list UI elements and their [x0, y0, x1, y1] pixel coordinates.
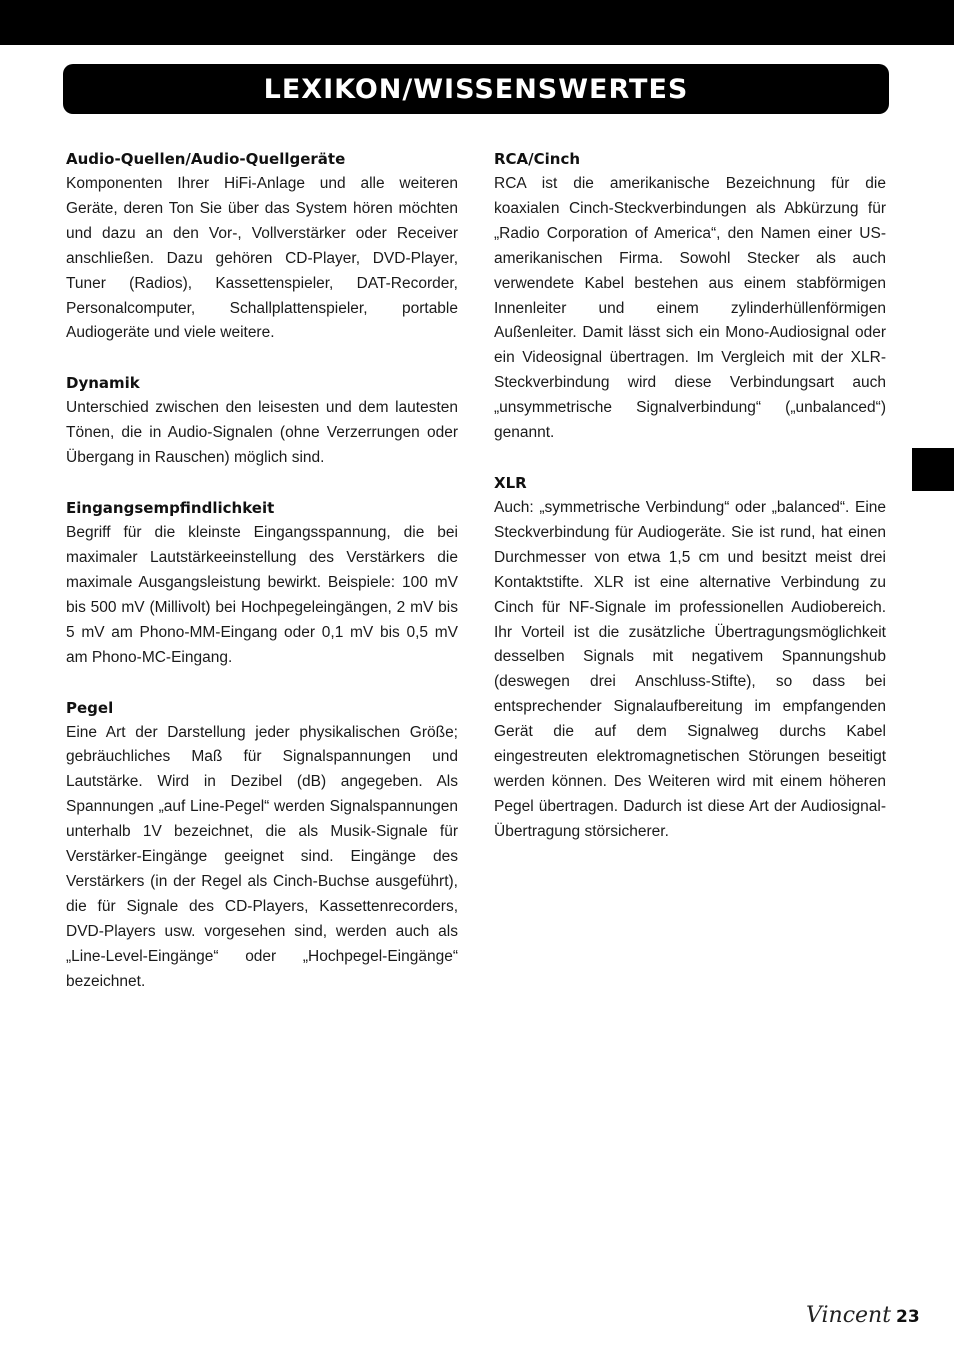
entry-heading: XLR — [494, 473, 527, 492]
entry-heading: Pegel — [66, 698, 114, 717]
entry-body: Begriff für die kleinste Eingangsspannung, die bei maximaler Lautstärkeeinstellung des Verstärkers die maximale Ausgangsleistung bewirkt. Beispiele: 100 mV bis 500 mV (Millivolt) bei Hochpegeleingängen, 2 mV bis 5 mV am Phono-MM-Eingang oder 0,1 mV bis 0,5 mV am Phono-MC-Eingang. — [66, 524, 458, 666]
entry-heading: Audio-Quellen/Audio-Quellgeräte — [66, 150, 346, 168]
glossary-entry-rca-cinch — [494, 147, 886, 446]
glossary-entry-xlr — [494, 471, 886, 845]
page-number: 23 — [896, 1307, 920, 1327]
title-banner — [63, 64, 889, 114]
right-column — [494, 147, 886, 870]
entry-heading: RCA/Cinch — [494, 150, 581, 168]
entry-body: RCA ist die amerikanische Bezeichnung für die koaxialen Cinch-Steckverbindungen als Abkürzung für „Radio Corporation of America“, den Namen einer US-amerikanischen Firma. Sowohl Stecker als auch verwendete Kabel bestehen aus einem stabförmigen Innenleiter und einem zylinderhüllenförmigen Außenleiter. Damit lässt sich ein Mono-Audiosignal oder ein Videosignal übertragen. Im Vergleich mit der XLR-Steckverbindung wird diese Verbindungsart auch „unsymmetrische Signalverbindung“ („unbalanced“) genannt. — [494, 175, 886, 442]
glossary-entry-dynamik — [66, 371, 458, 471]
entry-heading: Eingangsempfindlichkeit — [66, 499, 275, 518]
top-black-bar — [0, 0, 954, 45]
section-tab-marker — [912, 448, 954, 491]
entry-body: Komponenten Ihrer HiFi-Anlage und alle weiteren Geräte, deren Ton Sie über das System hören möchten und dazu an den Vor-, Vollverstärker oder Receiver anschließen. Dazu gehören CD-Player, DVD-Player, Tuner (Radios), Kassettenspieler, DAT-Recorder, Personalcomputer, Schallplattenspieler, portable Audiogeräte und viele weitere. — [66, 175, 458, 342]
brand-logo: Vincent — [806, 1303, 892, 1328]
entry-body: Eine Art der Darstellung jeder physikalischen Größe; gebräuchliches Maß für Signalspannungen und Lautstärke. Wird in Dezibel (dB) angegeben. Als Spannungen „auf Line-Pegel“ werden Signalspannungen unterhalb 1V bezeichnet, die als Musik-Signale für Verstärker-Eingänge geeignet sind. Eingänge des Verstärkers (in der Regel als Cinch-Buchse ausgeführt), die für Signale des CD-Players, Kassettenrecorders, DVD-Players usw. vorgesehen sind, werden auch als „Line-Level-Eingänge“ oder „Hochpegel-Eingänge“ bezeichnet. — [66, 723, 458, 990]
entry-body: Unterschied zwischen den leisesten und dem lautesten Tönen, die in Audio-Signalen (ohne Verzerrungen oder Übergang in Rauschen) möglich sind. — [66, 399, 458, 467]
entry-heading: Dynamik — [66, 374, 140, 393]
left-column — [66, 147, 458, 1019]
glossary-entry-audio-quellen — [66, 147, 458, 346]
glossary-entry-pegel — [66, 696, 458, 995]
glossary-entry-eingangsempfindlichkeit — [66, 496, 458, 670]
page-title: LEXIKON/WISSENSWERTES — [263, 73, 689, 105]
entry-body: Auch: „symmetrische Verbindung“ oder „balanced“. Eine Steckverbindung für Audiogeräte. Sie ist rund, hat einen Durchmesser von etwa 1,5 cm und besitzt meist drei Kontaktstifte. XLR ist eine alternative Verbindung zu Cinch für NF-Signale im professionellen Audiobereich. Ihr Vorteil ist die zusätzliche Übertragungsmöglichkeit desselben Signals mit negativem Spannungshub (deswegen drei Anschluss-Stifte), so dass bei entsprechender Signalaufbereitung im empfangenden Gerät die auf dem Signalweg durchs Kabel eingestreuten elektromagnetischen Störungen beseitigt werden können. Des Weiteren wird mit einem höheren Pegel übertragen. Dadurch ist diese Art der Audiosignal-Übertragung störsicherer. — [494, 498, 886, 840]
